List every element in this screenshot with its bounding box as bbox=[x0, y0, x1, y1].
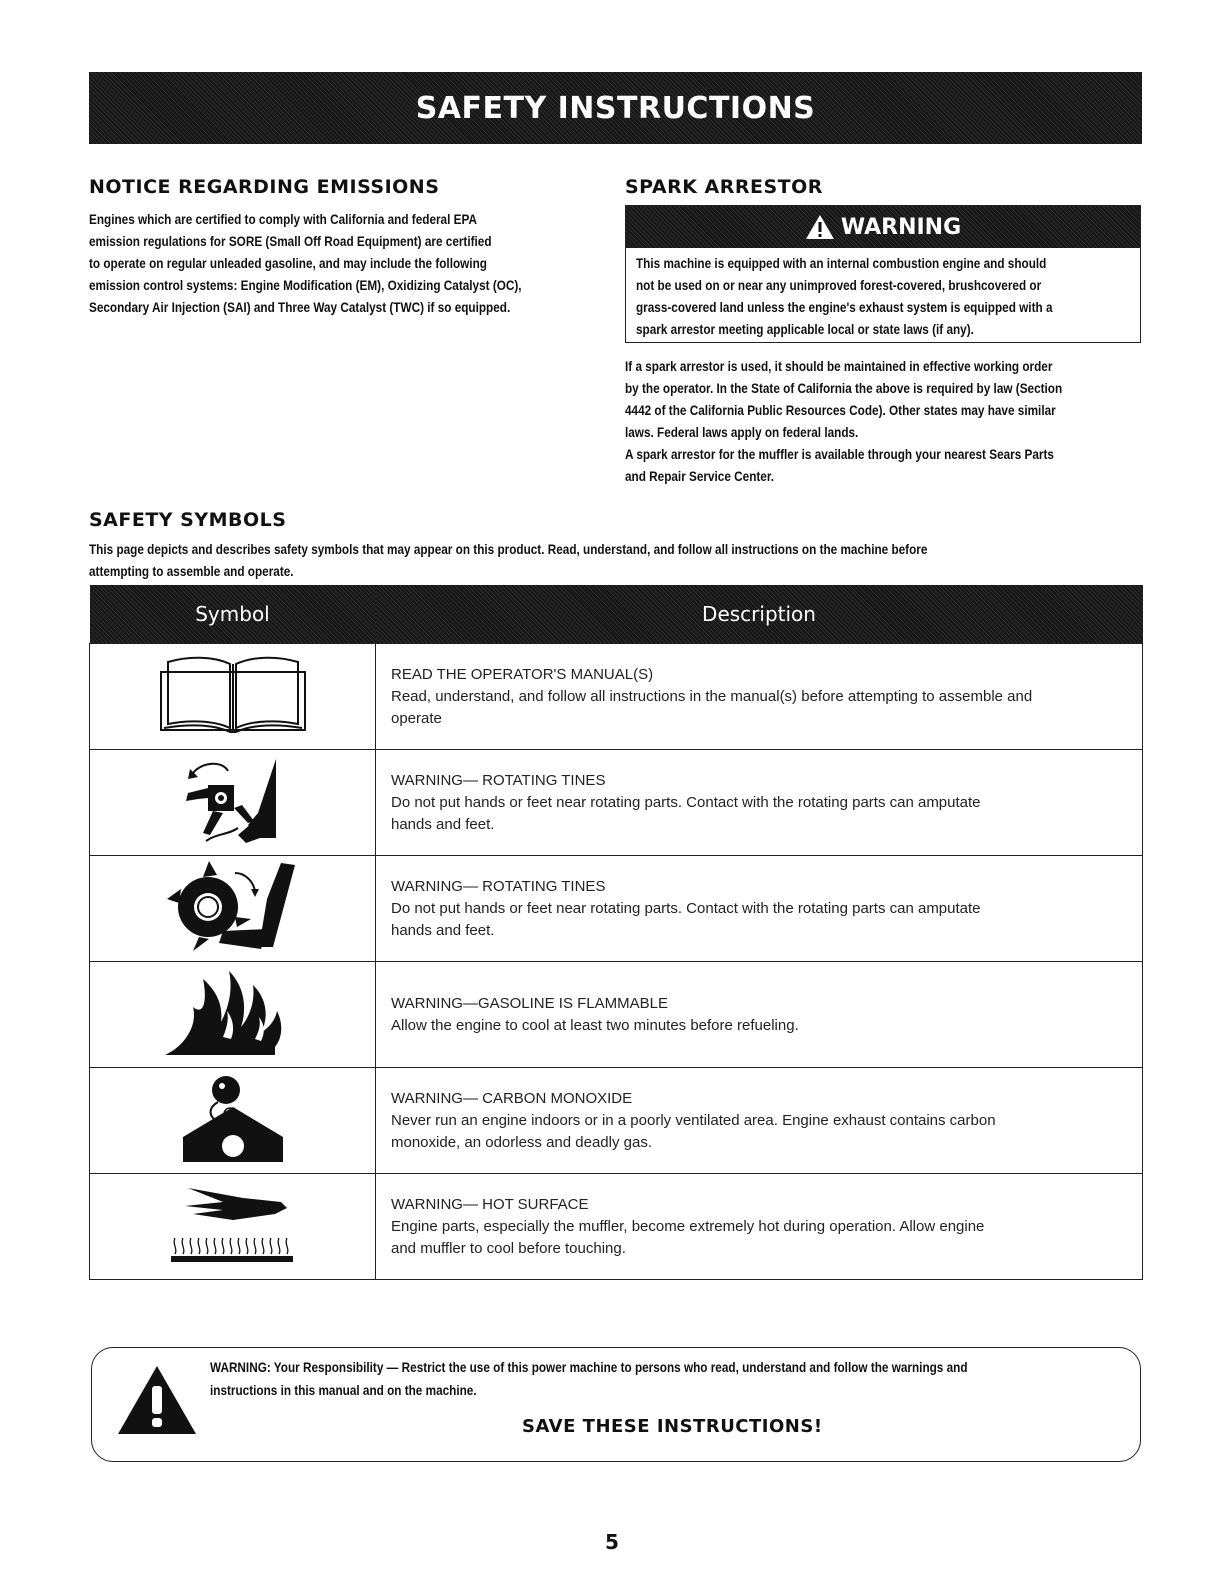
symbol-text: monoxide, an odorless and deadly gas. bbox=[391, 1133, 653, 1151]
spark-line: by the operator. In the State of California the above is required by law (Section bbox=[625, 380, 1063, 396]
symbol-text: hands and feet. bbox=[391, 921, 495, 939]
symbol-title: READ THE OPERATOR'S MANUAL(S) bbox=[391, 665, 654, 683]
emissions-line: emission regulations for SORE (Small Off Road Equipment) are certified bbox=[89, 233, 492, 249]
description-cell bbox=[376, 1068, 1143, 1174]
warning-line: not be used on or near any unimproved forest-covered, brushcovered or bbox=[636, 277, 1042, 293]
symbols-table bbox=[89, 585, 1143, 1280]
symbol-text: Read, understand, and follow all instructions in the manual(s) before attempting to assemble and bbox=[391, 687, 1033, 705]
description-cell bbox=[376, 962, 1143, 1068]
warning-header bbox=[626, 206, 1140, 248]
page-banner bbox=[89, 72, 1142, 144]
symbol-text: and muffler to cool before touching. bbox=[391, 1239, 626, 1257]
table-row bbox=[90, 962, 1143, 1068]
table-row bbox=[90, 644, 1143, 750]
table-row bbox=[90, 1068, 1143, 1174]
responsibility-box bbox=[91, 1347, 1141, 1462]
warning-line: spark arrestor meeting applicable local or state laws (if any). bbox=[636, 321, 974, 337]
spark-line: 4442 of the California Public Resources Code). Other states may have similar bbox=[625, 402, 1056, 418]
symbol-text: Do not put hands or feet near rotating parts. Contact with the rotating parts can amputate bbox=[391, 899, 981, 917]
page-number: 5 bbox=[605, 1530, 619, 1554]
intro-line: This page depicts and describes safety symbols that may appear on this product. Read, understand, and follow all instructions on the machine before bbox=[89, 541, 928, 557]
spark-heading: SPARK ARRESTOR bbox=[625, 176, 823, 198]
warning-line: grass-covered land unless the engine's exhaust system is equipped with a bbox=[636, 299, 1053, 315]
symbol-cell bbox=[90, 1068, 376, 1174]
table-row bbox=[90, 750, 1143, 856]
symbol-column-header: Symbol bbox=[90, 585, 376, 644]
description-column-header: Description bbox=[376, 585, 1143, 644]
symbol-text: Never run an engine indoors or in a poorly ventilated area. Engine exhaust contains carbon bbox=[391, 1111, 996, 1129]
symbol-cell bbox=[90, 962, 376, 1068]
page-title: SAFETY INSTRUCTIONS bbox=[415, 90, 816, 126]
spark-line: A spark arrestor for the muffler is available through your nearest Sears Parts bbox=[625, 446, 1054, 462]
symbol-text: hands and feet. bbox=[391, 815, 495, 833]
hot-surface-icon bbox=[163, 1180, 303, 1268]
symbol-text: Engine parts, especially the muffler, become extremely hot during operation. Allow engine bbox=[391, 1217, 985, 1235]
spark-line: laws. Federal laws apply on federal lands. bbox=[625, 424, 859, 440]
table-header-row bbox=[90, 585, 1143, 644]
symbol-title: WARNING— HOT SURFACE bbox=[391, 1195, 589, 1213]
symbol-cell bbox=[90, 856, 376, 962]
responsibility-text bbox=[210, 1356, 1117, 1402]
symbol-title: WARNING—GASOLINE IS FLAMMABLE bbox=[391, 994, 668, 1012]
symbol-title: WARNING— CARBON MONOXIDE bbox=[391, 1089, 633, 1107]
warning-label: WARNING bbox=[840, 214, 962, 240]
symbols-intro bbox=[89, 538, 1147, 582]
description-cell bbox=[376, 644, 1143, 750]
spark-text bbox=[625, 355, 1146, 487]
description-cell bbox=[376, 750, 1143, 856]
warning-line: This machine is equipped with an internal combustion engine and should bbox=[636, 255, 1047, 271]
spark-line: If a spark arrestor is used, it should be maintained in effective working order bbox=[625, 358, 1053, 374]
symbol-cell bbox=[90, 644, 376, 750]
symbols-heading: SAFETY SYMBOLS bbox=[89, 509, 287, 531]
symbol-cell bbox=[90, 1174, 376, 1280]
emissions-heading: NOTICE REGARDING EMISSIONS bbox=[89, 176, 440, 198]
table-row bbox=[90, 1174, 1143, 1280]
spark-line: and Repair Service Center. bbox=[625, 468, 775, 484]
rotating-tines-hand-icon bbox=[168, 753, 298, 848]
manual-book-icon bbox=[158, 654, 308, 734]
emissions-line: Secondary Air Injection (SAI) and Three Way Catalyst (TWC) if so equipped. bbox=[89, 299, 511, 315]
fire-icon bbox=[163, 967, 303, 1057]
table-row bbox=[90, 856, 1143, 962]
save-instructions: SAVE THESE INSTRUCTIONS! bbox=[522, 1416, 823, 1437]
symbol-text: operate bbox=[391, 709, 442, 727]
warning-triangle-icon bbox=[805, 214, 835, 240]
spark-warning-text bbox=[636, 252, 1115, 340]
emissions-text bbox=[89, 208, 593, 318]
carbon-monoxide-icon bbox=[178, 1072, 288, 1164]
symbol-cell bbox=[90, 750, 376, 856]
symbol-title: WARNING— ROTATING TINES bbox=[391, 771, 606, 789]
intro-line: attempting to assemble and operate. bbox=[89, 563, 294, 579]
symbol-text: Allow the engine to cool at least two minutes before refueling. bbox=[391, 1016, 799, 1034]
symbol-text: Do not put hands or feet near rotating parts. Contact with the rotating parts can amputate bbox=[391, 793, 981, 811]
description-cell bbox=[376, 1174, 1143, 1280]
emissions-line: Engines which are certified to comply with California and federal EPA bbox=[89, 211, 477, 227]
spark-warning-box bbox=[625, 205, 1141, 343]
description-cell bbox=[376, 856, 1143, 962]
rotating-tines-foot-icon bbox=[163, 859, 303, 954]
symbol-title: WARNING— ROTATING TINES bbox=[391, 877, 606, 895]
warning-triangle-icon bbox=[116, 1364, 198, 1436]
responsibility-line: WARNING: Your Responsibility — Restrict the use of this power machine to persons who read, understand and follow the warnings and bbox=[210, 1359, 968, 1375]
responsibility-line: instructions in this manual and on the machine. bbox=[210, 1382, 477, 1398]
emissions-line: emission control systems: Engine Modification (EM), Oxidizing Catalyst (OC), bbox=[89, 277, 522, 293]
emissions-line: to operate on regular unleaded gasoline, and may include the following bbox=[89, 255, 487, 271]
